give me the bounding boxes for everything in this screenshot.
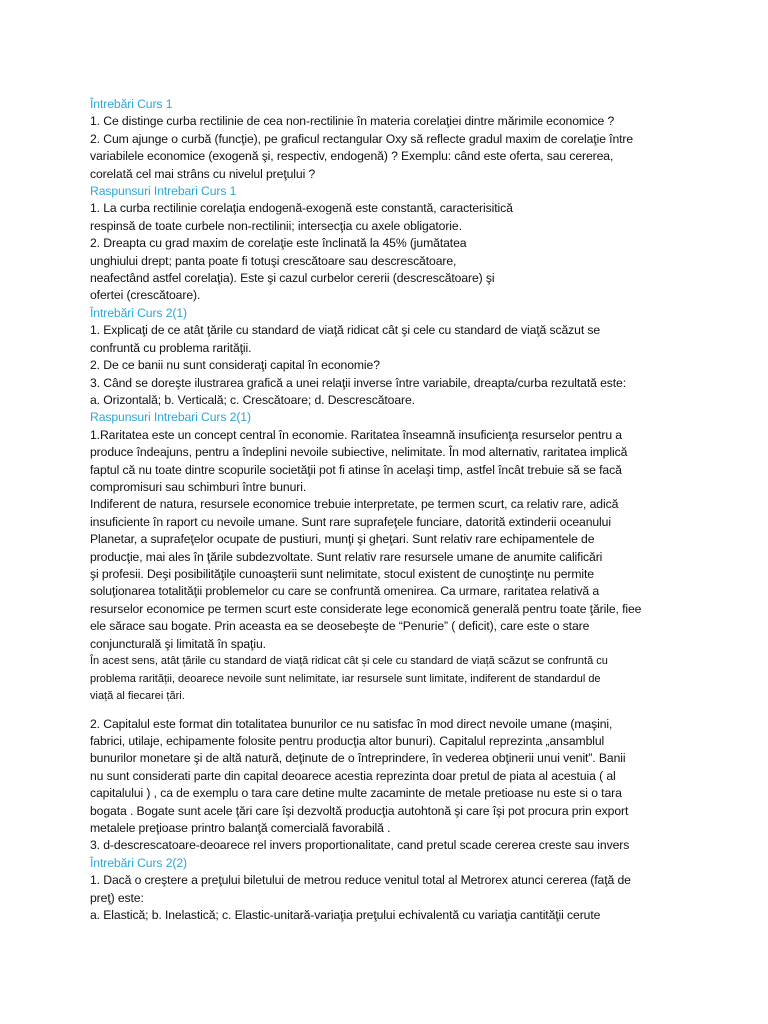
text-line: resurselor economice pe termen scurt este considerate lege economică generală pentru toate ţările, fiee bbox=[90, 601, 642, 616]
text-line: ofertei (crescătoare). bbox=[90, 288, 201, 303]
text-line: metalele preţioase printro balanţă comercială favorabilă . bbox=[90, 820, 391, 835]
text-line: 3. Când se doreşte ilustrarea grafică a unei relaţii inverse între variabile, dreapta/curba rezultată este: bbox=[90, 375, 627, 390]
section-heading: Întrebări Curs 2(2) bbox=[90, 855, 187, 870]
paragraph-gap bbox=[90, 706, 690, 716]
text-line: fabrici, utilaje, echipamente folosite pentru producţia altor bunuri). Capitalul reprezinta „ansamblul bbox=[90, 733, 605, 748]
text-line: corelată cel mai strâns cu nivelul preţului ? bbox=[90, 166, 316, 181]
text-line: Indiferent de natura, resursele economice trebuie interpretate, pe termen scurt, ca relativ rare, adică bbox=[90, 497, 619, 512]
text-line: 1. La curba rectilinie corelaţia endogenă-exogenă este constantă, caracterisitică bbox=[90, 201, 513, 216]
text-line: faptul că nu toate dintre scopurile societăţii pot fi atinse în acelaşi timp, astfel încât trebuie să se facă bbox=[90, 462, 622, 477]
text-line-small: problema rarității, deoarece nevoile sunt nelimitate, iar resursele sunt limitate, indiferent de standardul de bbox=[90, 672, 601, 685]
text-line: 2. Cum ajunge o curbă (funcţie), pe graficul rectangular Oxy să reflecte gradul maxim de corelaţie între bbox=[90, 131, 634, 146]
text-line: confruntă cu problema rarităţii. bbox=[90, 340, 252, 355]
text-line: 3. d-descrescatoare-deoarece rel invers proportionalitate, cand pretul scade cererea creste sau invers bbox=[90, 838, 630, 853]
section-intrebari-curs-2-2 bbox=[90, 855, 690, 925]
text-line: neafectând astfel corelaţia). Este şi cazul curbelor cererii (descrescătoare) şi bbox=[90, 271, 495, 286]
section-heading: Întrebări Curs 2(1) bbox=[90, 305, 187, 320]
text-line: 1. Dacă o creştere a preţului biletului de metrou reduce venitul total al Metrorex atunci cererea (faţă de bbox=[90, 873, 631, 888]
section-intrebari-curs-2-1 bbox=[90, 305, 690, 409]
text-line: 2. Capitalul este format din totalitatea bunurilor ce nu satisfac în mod direct nevoile umane (maşini, bbox=[90, 716, 613, 731]
section-heading: Raspunsuri Intrebari Curs 1 bbox=[90, 184, 237, 199]
section-intrebari-curs-1 bbox=[90, 96, 690, 183]
document-page bbox=[90, 96, 690, 924]
text-line: insuficiente în raport cu nevoile umane. Sunt rare suprafeţele funciare, datorită extinderii oceanului bbox=[90, 514, 611, 529]
text-line: producţie, mai ales în ţările subdezvoltate. Sunt relativ rare resursele umane de anumite calificări bbox=[90, 549, 603, 564]
text-line: soluţionarea totalităţii problemelor cu care se confruntă omenirea. Ca urmare, raritatea relativă a bbox=[90, 584, 600, 599]
text-line: unghiului drept; panta poate fi totuşi crescătoare sau descrescătoare, bbox=[90, 253, 457, 268]
text-line-small: viață al fiecarei țări. bbox=[90, 690, 185, 702]
text-line: şi profesii. Deşi posibilităţile cunoaşterii sunt nelimitate, stocul existent de cunoştinţe nu permite bbox=[90, 566, 594, 581]
text-line: variabilele economice (exogenă şi, respectiv, endogenă) ? Exemplu: când este oferta, sau cererea, bbox=[90, 149, 614, 164]
section-raspunsuri-curs-2-1 bbox=[90, 409, 690, 854]
text-line: 2. De ce banii nu sunt consideraţi capital în economie? bbox=[90, 358, 380, 373]
text-line: compromisuri sau schimburi între bunuri. bbox=[90, 479, 307, 494]
text-line: bogata . Bogate sunt acele ţări care îşi dezvoltă producţia autohtonă şi care îşi pot procura prin export bbox=[90, 803, 629, 818]
text-line: a. Elastică; b. Inelastică; c. Elastic-unitară-variaţia preţului echivalentă cu variaţia cantităţii cerute bbox=[90, 907, 601, 922]
text-line: 2. Dreapta cu grad maxim de corelaţie este înclinată la 45% (jumătatea bbox=[90, 236, 467, 251]
text-line: preţ) este: bbox=[90, 890, 144, 905]
text-line-small: În acest sens, atât țările cu standard de viață ridicat cât și cele cu standard de viață scăzut se confruntă cu bbox=[90, 655, 608, 667]
text-line: 1.Raritatea este un concept central în economie. Raritatea înseamnă insuficienţa resurselor pentru a bbox=[90, 427, 622, 442]
text-line: ele sărace sau bogate. Prin aceasta ea se deosebeşte de “Penurie” ( deficit), care este o stare bbox=[90, 619, 590, 634]
text-line: capitalului ) , ca de exemplu o tara care detine multe zacaminte de metale pretioase nu este si o tara bbox=[90, 786, 622, 801]
text-line: Planetar, a suprafeţelor ocupate de pustiuri, munţi şi gheţari. Sunt relativ rare echipamentele de bbox=[90, 532, 595, 547]
text-line: nu sunt considerati parte din capital deoarece acestia reprezinta doar pretul de piata al acestuia ( al bbox=[90, 768, 616, 783]
section-heading: Întrebări Curs 1 bbox=[90, 97, 173, 111]
text-line: respinsă de toate curbele non-rectilinii; intersecţia cu axele obligatorie. bbox=[90, 218, 462, 233]
text-line: produce îndeajuns, pentru a îndeplini nevoile subiective, nelimitate. În mod alternativ, raritatea implică bbox=[90, 445, 628, 460]
text-line: conjuncturală şi limitată în spaţiu. bbox=[90, 636, 266, 651]
text-line: bunurilor monetare şi de altă natură, deţinute de o întreprindere, în vederea obţinerii unui venit”. Banii bbox=[90, 751, 626, 766]
section-heading: Raspunsuri Intrebari Curs 2(1) bbox=[90, 410, 251, 425]
section-raspunsuri-curs-1 bbox=[90, 183, 690, 305]
text-line: 1. Ce distinge curba rectilinie de cea non-rectilinie în materia corelaţiei dintre mărimile economice ? bbox=[90, 114, 615, 129]
text-line: a. Orizontală; b. Verticală; c. Crescătoare; d. Descrescătoare. bbox=[90, 392, 415, 407]
text-line: 1. Explicaţi de ce atât ţările cu standard de viaţă ridicat cât şi cele cu standard de viaţă scăzut se bbox=[90, 323, 601, 338]
